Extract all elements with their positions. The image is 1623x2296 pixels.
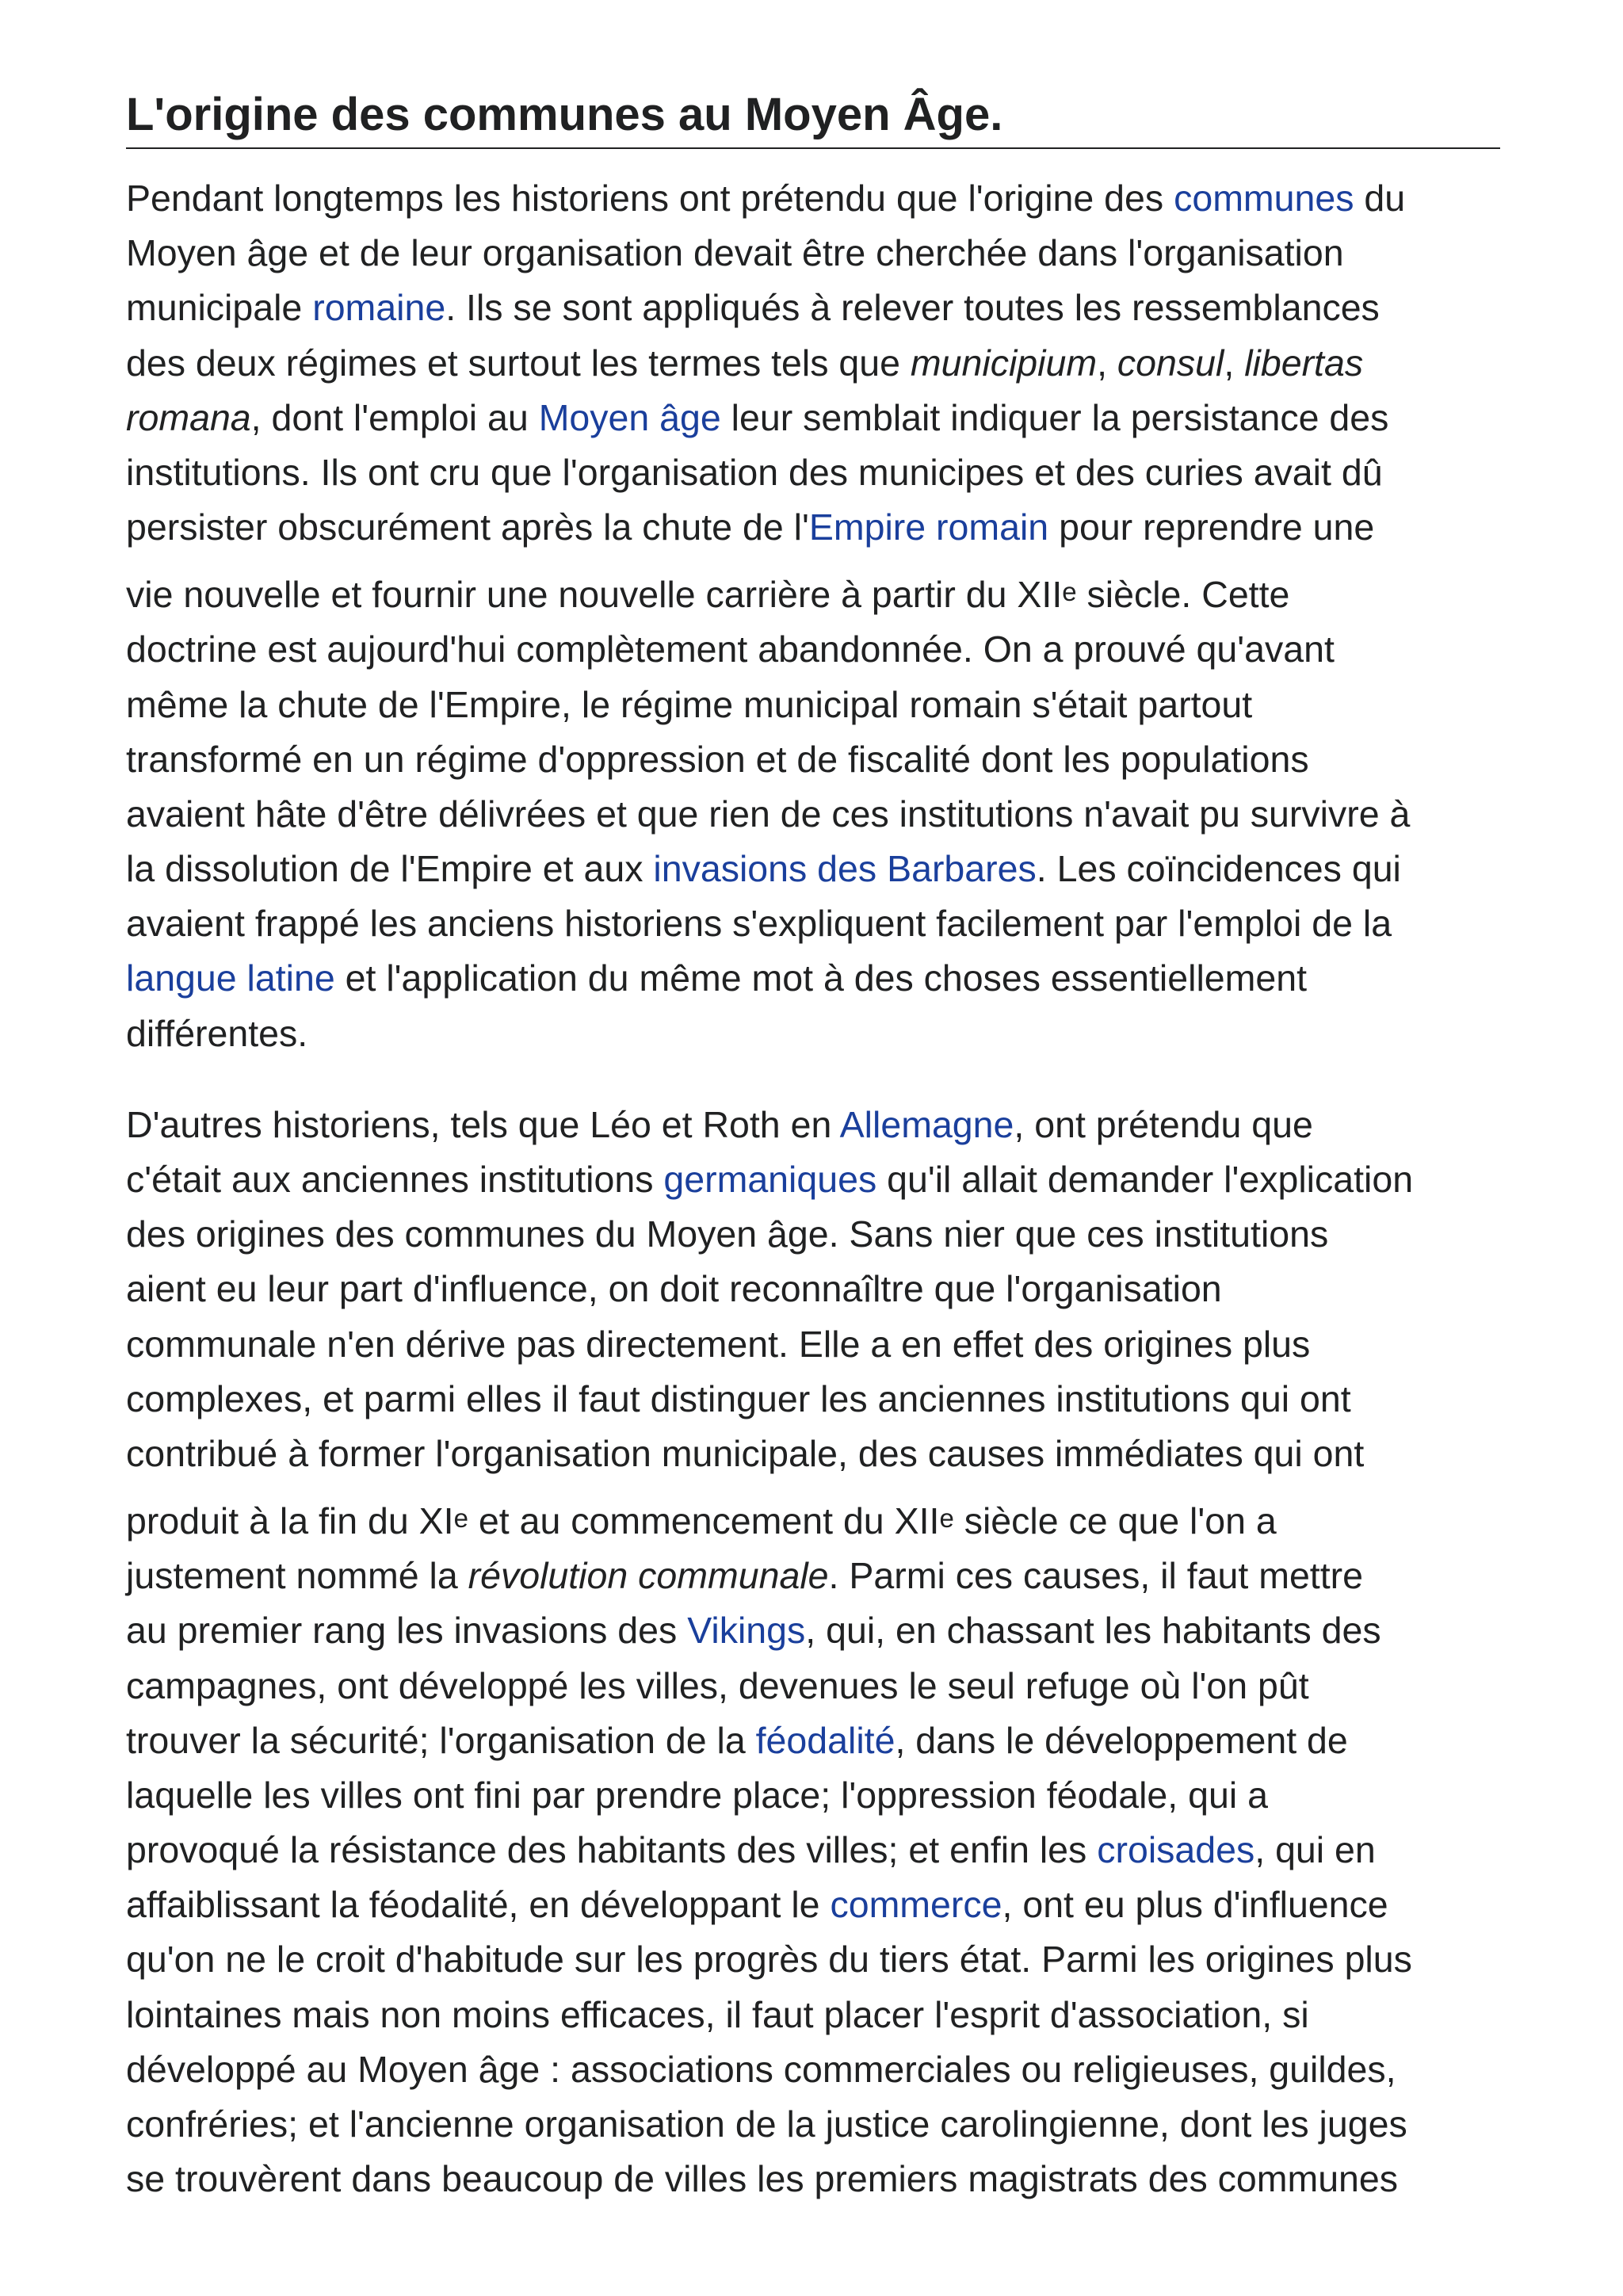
text-line <box>126 896 1500 951</box>
text-run: se trouvèrent dans beaucoup de villes les premiers magistrats des communes <box>126 2158 1399 2200</box>
text-line <box>126 1713 1500 1768</box>
text-line <box>126 1372 1500 1427</box>
text-line <box>126 336 1500 391</box>
section-heading: L'origine des communes au Moyen Âge. <box>126 87 1500 149</box>
text-run: Pendant longtemps les historiens ont prétendu que l'origine des <box>126 178 1174 219</box>
text-run: des deux régimes et surtout les termes tels que <box>126 342 911 384</box>
text-line <box>126 1317 1500 1372</box>
text-line <box>126 1207 1500 1262</box>
text-run: campagnes, ont développé les villes, devenues le seul refuge où l'on pût <box>126 1664 1309 1706</box>
text-line <box>126 1823 1500 1878</box>
text-run: c'était aux anciennes institutions <box>126 1159 664 1200</box>
text-run: au premier rang les invasions des <box>126 1610 688 1652</box>
text-run: provoqué la résistance des habitants des villes; et enfin les <box>126 1829 1098 1871</box>
text-line <box>126 1007 1500 1061</box>
text-line <box>126 842 1500 896</box>
wiki-link[interactable]: Empire romain <box>808 506 1049 548</box>
italic-term: libertas <box>1244 342 1364 384</box>
text-line <box>126 732 1500 787</box>
text-run: vie nouvelle et fournir une nouvelle carrière à partir du XII <box>126 574 1063 616</box>
paragraph-1 <box>126 171 1500 1061</box>
text-run: affaiblissant la féodalité, en développant le <box>126 1884 831 1926</box>
text-run: institutions. Ils ont cru que l'organisation des municipes et des curies avait dû <box>126 451 1383 493</box>
text-run: persister obscurément après la chute de l' <box>126 506 809 548</box>
wiki-link[interactable]: Allemagne <box>839 1103 1014 1145</box>
text-line <box>126 1427 1500 1481</box>
text-line <box>126 622 1500 677</box>
text-run: leur semblait indiquer la persistance des <box>720 396 1389 438</box>
wiki-link[interactable]: Vikings <box>687 1610 806 1652</box>
text-line <box>126 2042 1500 2097</box>
text-run: avaient frappé les anciens historiens s'expliquent facilement par l'emploi de la <box>126 903 1392 945</box>
text-run: , ont eu plus d'influence <box>1002 1884 1388 1926</box>
text-run: communale n'en dérive pas directement. Elle a en effet des origines plus <box>126 1323 1311 1365</box>
text-line <box>126 391 1500 445</box>
article-section <box>126 87 1500 2206</box>
text-run: , qui en <box>1254 1829 1376 1871</box>
text-line <box>126 1549 1500 1603</box>
text-line <box>126 1098 1500 1152</box>
wiki-link[interactable]: langue latine <box>126 957 335 999</box>
text-run: . Ils se sont appliqués à relever toutes les ressemblances <box>445 287 1380 329</box>
text-run: doctrine est aujourd'hui complètement abandonnée. On a prouvé qu'avant <box>126 628 1335 670</box>
text-run: confréries; et l'ancienne organisation de la justice carolingienne, dont les juges <box>126 2103 1407 2145</box>
wiki-link[interactable]: communes <box>1174 178 1354 219</box>
text-run: , <box>1224 342 1245 384</box>
text-run: produit à la fin du XI <box>126 1500 454 1542</box>
text-line <box>126 1152 1500 1207</box>
text-line <box>126 1262 1500 1316</box>
text-line <box>126 1932 1500 1987</box>
text-run: , qui, en chassant les habitants des <box>805 1610 1381 1652</box>
text-run: D'autres historiens, tels que Léo et Roth en <box>126 1103 840 1145</box>
text-run: justement nommé la <box>126 1555 468 1597</box>
superscript: e <box>939 1503 954 1534</box>
text-run: , dans le développement de <box>895 1719 1348 1761</box>
text-run: et l'application du même mot à des choses essentiellement <box>334 957 1308 999</box>
text-run: pour reprendre une <box>1048 506 1375 548</box>
text-run: Moyen âge et de leur organisation devait être cherchée dans l'organisation <box>126 232 1344 274</box>
text-run: développé au Moyen âge : associations commerciales ou religieuses, guildes, <box>126 2048 1396 2090</box>
wiki-link[interactable]: croisades <box>1097 1829 1255 1871</box>
text-run: , ont prétendu que <box>1014 1103 1313 1145</box>
text-run: qu'on ne le croit d'habitude sur les progrès du tiers état. Parmi les origines plus <box>126 1939 1412 1981</box>
text-run: siècle ce que l'on a <box>953 1500 1277 1542</box>
superscript: e <box>453 1503 468 1534</box>
text-run: contribué à former l'organisation municipale, des causes immédiates qui ont <box>126 1432 1365 1474</box>
text-line <box>126 1768 1500 1823</box>
text-run: différentes. <box>126 1012 308 1054</box>
text-line <box>126 678 1500 732</box>
text-run: . Les coïncidences qui <box>1036 848 1401 890</box>
wiki-link[interactable]: féodalité <box>755 1719 896 1761</box>
text-run: laquelle les villes ont fini par prendre place; l'oppression féodale, qui a <box>126 1774 1268 1816</box>
text-run: du <box>1354 178 1406 219</box>
text-run: siècle. Cette <box>1076 574 1290 616</box>
text-line <box>126 1988 1500 2042</box>
text-run: , <box>1097 342 1117 384</box>
text-run: lointaines mais non moins efficaces, il faut placer l'esprit d'association, si <box>126 1993 1309 2035</box>
italic-term: révolution communale <box>468 1555 829 1597</box>
text-run: trouver la sécurité; l'organisation de la <box>126 1719 756 1761</box>
text-line <box>126 2097 1500 2152</box>
text-line <box>126 445 1500 500</box>
text-run: transformé en un régime d'oppression et de fiscalité dont les populations <box>126 738 1309 780</box>
text-run: et au commencement du XII <box>468 1500 940 1542</box>
text-run: qu'il allait demander l'explication <box>876 1159 1414 1200</box>
text-line <box>126 171 1500 226</box>
text-line <box>126 1878 1500 1932</box>
text-run: même la chute de l'Empire, le régime municipal romain s'était partout <box>126 683 1253 725</box>
text-run: avaient hâte d'être délivrées et que rien de ces institutions n'avait pu survivre à <box>126 793 1411 835</box>
wiki-link[interactable]: invasions des Barbares <box>653 848 1037 890</box>
text-line <box>126 951 1500 1006</box>
italic-term: romana <box>126 396 251 438</box>
wiki-link[interactable]: commerce <box>830 1884 1002 1926</box>
text-line <box>126 555 1500 622</box>
wiki-link[interactable]: romaine <box>312 287 446 329</box>
text-run: la dissolution de l'Empire et aux <box>126 848 654 890</box>
text-line <box>126 500 1500 555</box>
superscript: e <box>1062 577 1077 607</box>
text-line <box>126 1659 1500 1713</box>
wiki-link[interactable]: Moyen âge <box>538 396 721 438</box>
italic-term: consul <box>1117 342 1224 384</box>
text-line <box>126 2152 1500 2206</box>
text-run: municipale <box>126 287 313 329</box>
text-line <box>126 226 1500 281</box>
text-run: complexes, et parmi elles il faut distinguer les anciennes institutions qui ont <box>126 1377 1351 1419</box>
text-line <box>126 281 1500 335</box>
paragraph-2 <box>126 1098 1500 2207</box>
text-run: . Parmi ces causes, il faut mettre <box>828 1555 1363 1597</box>
text-run: , dont l'emploi au <box>250 396 539 438</box>
wiki-link[interactable]: germaniques <box>663 1159 877 1200</box>
italic-term: municipium <box>910 342 1098 384</box>
text-run: des origines des communes du Moyen âge. Sans nier que ces institutions <box>126 1213 1329 1255</box>
text-run: aient eu leur part d'influence, on doit reconnaîltre que l'organisation <box>126 1268 1222 1310</box>
text-line <box>126 1481 1500 1549</box>
text-line <box>126 1603 1500 1658</box>
text-line <box>126 787 1500 842</box>
